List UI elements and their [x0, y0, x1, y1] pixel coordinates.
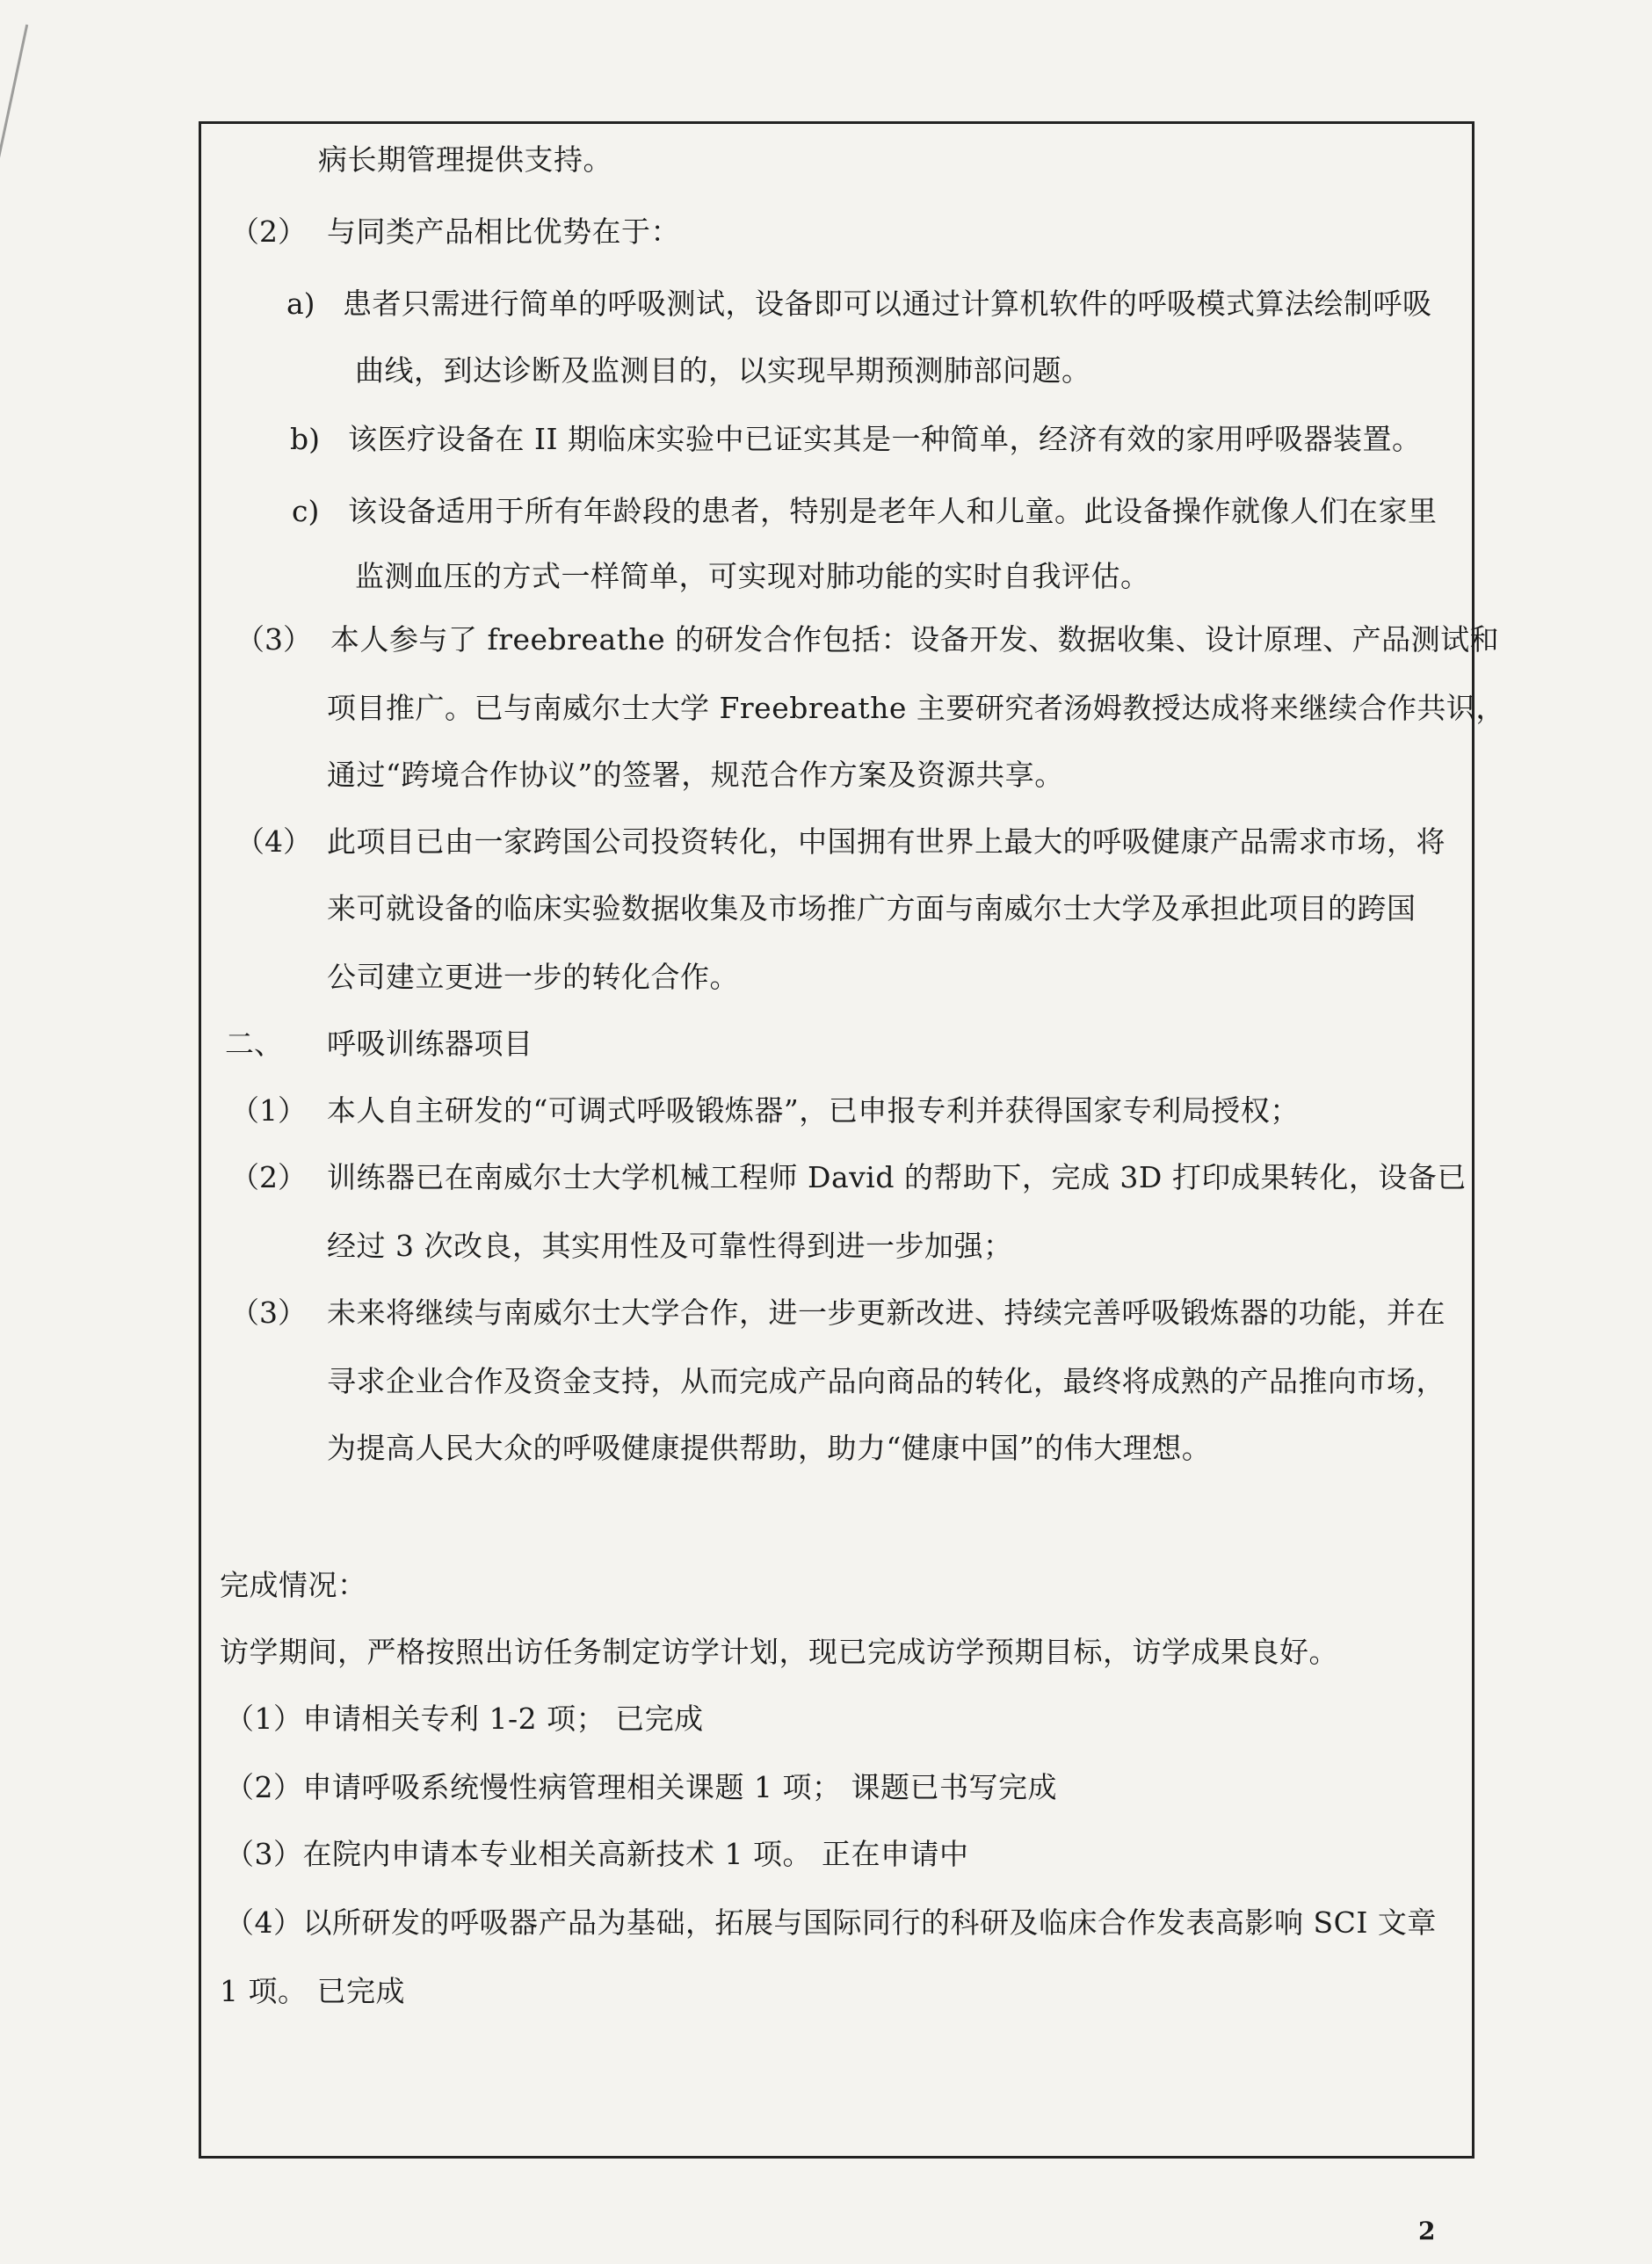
- sub-item-letter: c): [292, 494, 320, 528]
- item-number: （4）: [235, 824, 312, 859]
- completion-intro: 访学期间，严格按照出访任务制定访学计划，现已完成访学预期目标，访学成果良好。: [220, 1635, 1338, 1669]
- item-number: （3）: [235, 622, 312, 657]
- item-number: （2）: [230, 214, 307, 249]
- completion-item: （4）以所研发的呼吸器产品为基础，拓展与国际同行的科研及临床合作发表高影响 SCI 文章: [225, 1905, 1437, 1940]
- item-text: 来可就设备的临床实验数据收集及市场推广方面与南威尔士大学及承担此项目的跨国: [327, 891, 1417, 925]
- item-text: 本人参与了 freebreathe 的研发合作包括：设备开发、数据收集、设计原理、产品测试和: [330, 622, 1500, 657]
- section-number: 二、: [225, 1027, 283, 1061]
- sub-item-text: 曲线，到达诊断及监测目的，以实现早期预测肺部问题。: [355, 353, 1091, 388]
- item-text: 训练器已在南威尔士大学机械工程师 David 的帮助下，完成 3D 打印成果转化，设备已: [327, 1160, 1467, 1194]
- sub-item-text: 该设备适用于所有年龄段的患者，特别是老年人和儿童。此设备操作就像人们在家里: [348, 494, 1438, 528]
- sub-item-text: 患者只需进行简单的呼吸测试，设备即可以通过计算机软件的呼吸模式算法绘制呼吸: [343, 287, 1432, 321]
- item-text: 为提高人民大众的呼吸健康提供帮助，助力“健康中国”的伟大理想。: [327, 1431, 1212, 1465]
- item-number: （2）: [230, 1160, 307, 1194]
- item-text: 项目推广。已与南威尔士大学 Freebreathe 主要研究者汤姆教授达成将来继续合作共识，: [327, 691, 1505, 725]
- completion-item: （2）申请呼吸系统慢性病管理相关课题 1 项； 课题已书写完成: [225, 1770, 1057, 1804]
- sub-item-letter: a): [286, 287, 315, 321]
- sub-item-text: 监测血压的方式一样简单，可实现对肺功能的实时自我评估。: [355, 559, 1150, 593]
- item-text: 公司建立更进一步的转化合作。: [327, 960, 739, 994]
- paragraph-continuation: 病长期管理提供支持。: [318, 142, 612, 177]
- completion-item-continuation: 1 项。 已完成: [220, 1974, 405, 2008]
- item-text: 本人自主研发的“可调式呼吸锻炼器”，已申报专利并获得国家专利局授权；: [327, 1093, 1300, 1128]
- scan-edge-mark: [0, 25, 62, 205]
- completion-item: （1）申请相关专利 1-2 项； 已完成: [225, 1702, 704, 1736]
- item-number: （1）: [230, 1093, 307, 1128]
- section-title: 呼吸训练器项目: [327, 1027, 533, 1061]
- completion-heading: 完成情况：: [220, 1568, 367, 1602]
- completion-item: （3）在院内申请本专业相关高新技术 1 项。 正在申请中: [225, 1837, 969, 1871]
- item-text: 未来将继续与南威尔士大学合作，进一步更新改进、持续完善呼吸锻炼器的功能，并在: [327, 1295, 1446, 1330]
- sub-item-text: 该医疗设备在 II 期临床实验中已证实其是一种简单，经济有效的家用呼吸器装置。: [348, 422, 1422, 456]
- item-text: 寻求企业合作及资金支持，从而完成产品向商品的转化，最终将成熟的产品推向市场，: [327, 1364, 1446, 1398]
- item-number: （3）: [230, 1295, 307, 1330]
- item-text: 此项目已由一家跨国公司投资转化，中国拥有世界上最大的呼吸健康产品需求市场，将: [327, 824, 1446, 859]
- item-text: 经过 3 次改良，其实用性及可靠性得到进一步加强；: [327, 1229, 1013, 1263]
- sub-item-letter: b): [290, 422, 320, 456]
- item-text: 通过“跨境合作协议”的签署，规范合作方案及资源共享。: [327, 758, 1064, 792]
- item-text: 与同类产品相比优势在于：: [327, 214, 680, 249]
- page-number: 2: [1418, 2217, 1436, 2246]
